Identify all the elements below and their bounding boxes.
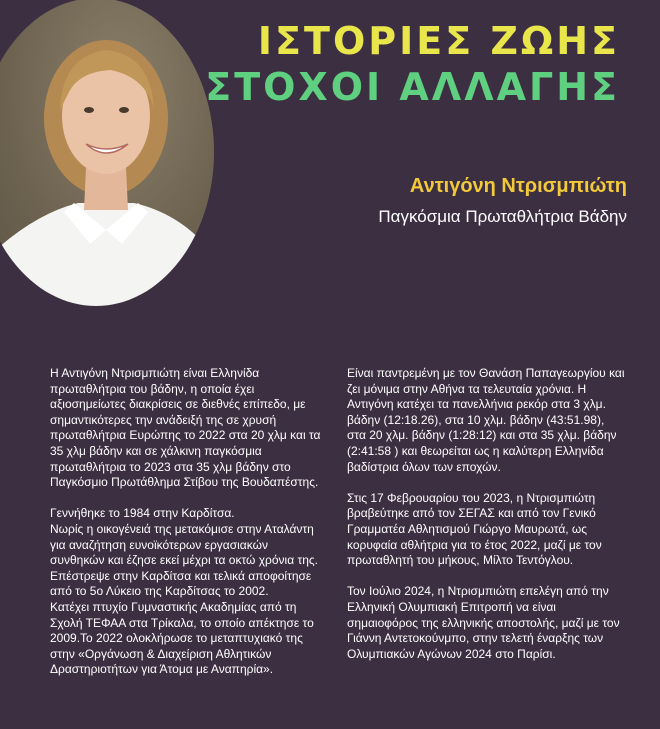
page-title: ΙΣΤΟΡΙΕΣ ΖΩΗΣ [257,19,620,63]
page-subtitle: ΣΤΟΧΟΙ ΑΛΛΑΓΗΣ [205,65,620,109]
bio-paragraph: Είναι παντρεμένη με τον Θανάση Παπαγεωργίου και ζει μόνιμα στην Αθήνα τα τελευταία χρόνια. Η Αντιγόνη κατέχει τα πανελλήνια ρεκόρ στα 3 χλμ. βάδην (12:18.26), στα 10 χλμ. βάδην (43:51.98), στα 20 χλμ. βάδην (1:28:12) και στα 35 χλμ. βάδην (2:41:58 ) και θεωρείται ως η καλύτερη Ελληνίδα βαδίστρια όλων των εποχών. [347,366,625,474]
person-name: Αντιγόνη Ντρισμπιώτη [409,175,627,197]
bio-paragraph: Στις 17 Φεβρουαρίου του 2023, η Ντρισμπιώτη βραβεύτηκε από τον ΣΕΓΑΣ και από τον Γενικό Γραμματέα Αθλητισμού Γιώργο Μαυρωτά, ως κορυφαία αθλήτρια για το έτος 2022, μαζί με τον πρωταθλητή του μήκους, Μίλτο Τεντόγλου. [347,490,602,568]
page-header [205,19,620,109]
profile-photo [0,0,214,306]
bio-column-left [50,366,325,678]
bio-paragraph: Τον Ιούλιο 2024, η Ντρισμπιώτη επελέγη από την Ελληνική Ολυμπιακή Επιτροπή να είναι σημαιοφόρος της ελληνικής αποστολής, μαζί με τον Γιάννη Αντετοκούνμπο, στην τελετή έναρξης των Ολυμπιακών Αγώνων 2024 στο Παρίσι. [347,584,620,661]
bio-paragraph: Η Αντιγόνη Ντρισμπιώτη είναι Ελληνίδα πρωταθλήτρια του βάδην, η οποία έχει αξιοσημείωτες διακρίσεις σε διεθνές επίπεδο, με σημαντικότερες την ανάδειξή της σε χρυσή πρωταθλήτρια Ευρώπης το 2022 στα 20 χλμ και τα 35 χλμ βάδην και σε χάλκινη παγκόσμια πρωταθλήτρια το 2023 στα 35 χλμ βάδην στο Παγκόσμιο Πρωτάθλημα Στίβου της Βουδαπέστης. [50,366,321,490]
portrait-illustration [0,0,214,306]
person-role: Παγκόσμια Πρωταθλήτρια Βάδην [378,207,627,226]
bio-paragraph: Γεννήθηκε το 1984 στην Καρδίτσα. Νωρίς η οικογένειά της μετακόμισε στην Αταλάντη για αναζήτηση ευνοϊκότερων εργασιακών συνθηκών και έζησε εκεί μέχρι τα οκτώ χρόνια της. Επέστρεψε στην Καρδίτσα και τελικά αποφοίτησε από το 5ο Λύκειο της Καρδίτσας το 2002. Κατέχει πτυχίο Γυμναστικής Ακαδημίας από τη Σχολή ΤΕΦΑΑ στα Τρίκαλα, το οποίο απέκτησε το 2009.Το 2022 ολοκλήρωσε το μεταπτυχιακό της στην «Οργάνωση & Διαχείριση Αθλητικών Δραστηριοτήτων για Άτομα με Αναπηρία». [50,506,318,677]
bio-column-right [347,366,625,662]
